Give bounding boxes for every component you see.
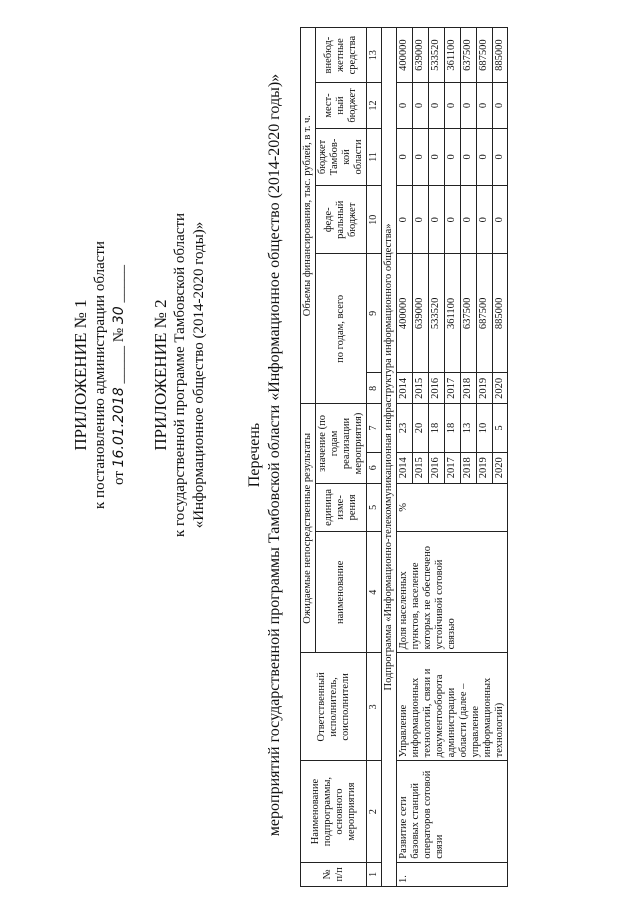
header-local: мест-ный бюджет (316, 83, 367, 129)
funding-regional: 0 (460, 128, 476, 185)
header-offbudget: внебюд-жетные средства (316, 28, 367, 83)
funding-year: 2017 (444, 373, 460, 404)
funding-year: 2018 (460, 373, 476, 404)
appendix-2-header (150, 165, 209, 585)
funding-regional: 0 (428, 128, 444, 185)
result-year: 2017 (444, 452, 460, 483)
header-by-year: по годам, всего (316, 254, 367, 404)
header-regional: бюджет Тамбов-кой области (316, 128, 367, 185)
col-number: 7 (367, 404, 382, 452)
funding-local: 0 (460, 83, 476, 129)
appendix-2-line2: «Информационное общество (2014-2020 годы)» (191, 221, 207, 529)
funding-total: 687500 (476, 254, 492, 373)
handwritten-date: 16.01.2018 (111, 387, 127, 468)
result-year: 2020 (492, 452, 508, 483)
funding-total: 400000 (396, 254, 412, 373)
row-indicator: Доля населенных пунктов, население которых не обеспечено устойчивой сотовой связью (396, 532, 508, 653)
result-year: 2014 (396, 452, 412, 483)
appendix-1-date-line: от 16.01.2018 _____ № 30 _____ (111, 265, 127, 485)
funding-year: 2015 (412, 373, 428, 404)
col-number: 13 (367, 28, 382, 83)
col-number: 2 (367, 761, 382, 862)
funding-year: 2016 (428, 373, 444, 404)
result-year: 2015 (412, 452, 428, 483)
appendix-1-header (70, 165, 129, 585)
funding-offbudget: 400000 (396, 28, 412, 83)
handwritten-number: 30 (111, 306, 127, 325)
funding-federal: 0 (476, 186, 492, 254)
funding-offbudget: 687500 (476, 28, 492, 83)
funding-offbudget: 637500 (460, 28, 476, 83)
col-number: 9 (367, 254, 382, 373)
col-number: 6 (367, 452, 382, 483)
funding-local: 0 (412, 83, 428, 129)
appendix-2-title: ПРИЛОЖЕНИЕ № 2 (151, 299, 170, 451)
title-line-1: Перечень (246, 422, 263, 488)
col-number: 4 (367, 532, 382, 653)
result-value: 18 (428, 404, 444, 452)
funding-regional: 0 (444, 128, 460, 185)
appendix-1-title: ПРИЛОЖЕНИЕ № 1 (71, 299, 90, 451)
funding-federal: 0 (428, 186, 444, 254)
funding-federal: 0 (460, 186, 476, 254)
appendix-1-line: к постановлению администрации области (92, 241, 109, 509)
table-row (396, 28, 412, 887)
header-name: Наименование подпрограммы, основного мероприятия (301, 761, 367, 862)
funding-total: 533520 (428, 254, 444, 373)
result-value: 5 (492, 404, 508, 452)
funding-offbudget: 885000 (492, 28, 508, 83)
funding-federal: 0 (412, 186, 428, 254)
funding-regional: 0 (492, 128, 508, 185)
header-funding: Объемы финансирования, тыс. рублей, в т. ч. (301, 28, 316, 404)
col-number: 5 (367, 483, 382, 532)
funding-local: 0 (444, 83, 460, 129)
funding-regional: 0 (412, 128, 428, 185)
subprogram-row (381, 28, 396, 887)
title-line-2: мероприятий государственной программы Тамбовской области «Информационное общество (2014-2020 годы)» (266, 73, 283, 837)
col-number: 1 (367, 862, 382, 886)
measures-table (300, 27, 508, 887)
result-year: 2019 (476, 452, 492, 483)
funding-regional: 0 (396, 128, 412, 185)
appendix-2-line1: к государственной программе Тамбовской области (172, 212, 189, 538)
header-expected: Ожидаемые непосредственные результаты (301, 404, 316, 653)
row-name: Развитие сети базовых станций операторов сотовой связи (396, 761, 508, 862)
header-indicator-name: наименование (316, 532, 367, 653)
row-executor: Управление информационных технологий, связи и документооборота администрации области (далее – управление информационных технологий) (396, 653, 508, 761)
result-value: 13 (460, 404, 476, 452)
result-value: 18 (444, 404, 460, 452)
funding-local: 0 (428, 83, 444, 129)
document-title (245, 65, 285, 845)
row-num: 1. (396, 862, 508, 886)
funding-federal: 0 (396, 186, 412, 254)
result-value: 10 (476, 404, 492, 452)
funding-total: 361100 (444, 254, 460, 373)
header-executor: Ответственный исполнитель, соисполнители (301, 653, 367, 761)
result-year: 2016 (428, 452, 444, 483)
funding-federal: 0 (492, 186, 508, 254)
col-number: 3 (367, 653, 382, 761)
funding-total: 637500 (460, 254, 476, 373)
header-unit: единица изме-рения (316, 483, 367, 532)
funding-local: 0 (492, 83, 508, 129)
col-number: 8 (367, 373, 382, 404)
result-value: 23 (396, 404, 412, 452)
funding-total: 885000 (492, 254, 508, 373)
funding-local: 0 (396, 83, 412, 129)
col-number: 12 (367, 83, 382, 129)
funding-regional: 0 (476, 128, 492, 185)
funding-total: 639000 (412, 254, 428, 373)
result-year: 2018 (460, 452, 476, 483)
header-federal: феде-ральный бюджет (316, 186, 367, 254)
funding-offbudget: 639000 (412, 28, 428, 83)
funding-offbudget: 361100 (444, 28, 460, 83)
funding-year: 2020 (492, 373, 508, 404)
funding-federal: 0 (444, 186, 460, 254)
funding-year: 2014 (396, 373, 412, 404)
header-value: значение (по годам реализации мероприятия) (316, 404, 367, 483)
header-num: № п/п (301, 862, 367, 886)
result-value: 20 (412, 404, 428, 452)
column-number-row (367, 28, 382, 887)
row-unit: % (396, 483, 508, 532)
funding-local: 0 (476, 83, 492, 129)
subprogram-title: Подпрограмма «Информационно-телекоммуникационная инфраструктура информационного общества» (381, 28, 396, 887)
funding-year: 2019 (476, 373, 492, 404)
col-number: 11 (367, 128, 382, 185)
header-row-1 (301, 28, 316, 887)
funding-offbudget: 533520 (428, 28, 444, 83)
col-number: 10 (367, 186, 382, 254)
